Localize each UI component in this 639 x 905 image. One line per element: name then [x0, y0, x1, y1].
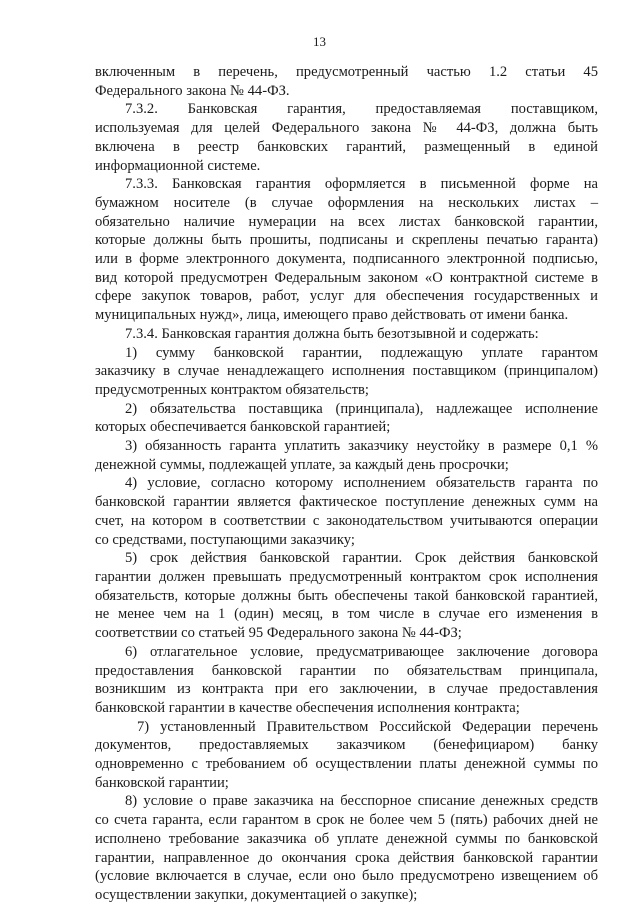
text-line: 4) условие, согласно которому исполнением обязательств гаранта по: [125, 475, 598, 492]
text-line: счет, на котором в соответствии с законодательством учитываются операции: [95, 512, 598, 529]
text-line: документов, предоставляемых заказчиком (бенефициаром) банку: [95, 737, 598, 754]
text-line: банковской гарантии является фактическое поступление денежных сумм на: [95, 494, 598, 511]
text-line: 8) условие о праве заказчика на бесспорное списание денежных средств: [125, 793, 598, 810]
text-line: (условие включается в случае, если оно было предусмотрено извещением об: [95, 868, 598, 885]
text-line: банковской гарантии;: [95, 774, 229, 791]
text-line: возникшим из контракта при его заключении, в случае предоставления: [95, 681, 598, 698]
paragraph: [95, 437, 598, 474]
text-line: обязательств, которые должны быть обеспечены такой банковской гарантией,: [95, 587, 598, 604]
text-line: или в форме электронного документа, подписанного электронной подписью,: [95, 251, 598, 268]
text-line: 6) отлагательное условие, предусматривающее заключение договора: [125, 643, 598, 660]
text-line: обязательно наличие нумерации на всех листах банковской гарантии,: [95, 213, 598, 230]
paragraph: [95, 792, 598, 904]
document-body: [95, 63, 598, 905]
text-line: предусмотренных контрактом обязательств;: [95, 381, 369, 398]
paragraph: [95, 643, 598, 718]
text-line: 7.3.2. Банковская гарантия, предоставляемая поставщиком,: [125, 101, 598, 118]
text-line: муниципальных нужд», лица, имеющего право действовать от имени банка.: [95, 307, 569, 324]
text-line: включенным в перечень, предусмотренный частью 1.2 статьи 45: [95, 64, 598, 80]
text-line: включена в реестр банковских гарантий, размещенный в единой: [95, 138, 598, 155]
paragraph: [95, 474, 598, 549]
text-line: которых обеспечивается банковской гарантией;: [95, 419, 391, 436]
text-line: денежной суммы, подлежащей уплате, за каждый день просрочки;: [95, 456, 509, 473]
text-line: бумажном носителе (в случае оформления на нескольких листах –: [95, 194, 598, 211]
text-line: используемая для целей Федерального закона № 44-ФЗ, должна быть: [95, 120, 598, 137]
text-line: 5) срок действия банковской гарантии. Срок действия банковской: [125, 550, 598, 567]
text-line: заказчику в случае ненадлежащего исполнения поставщиком (принципалом): [95, 363, 598, 380]
text-line: сфере закупок товаров, работ, услуг для обеспечения государственных и: [95, 288, 598, 305]
text-line: одновременно с требованием об осуществлении платы денежной суммы по: [95, 756, 598, 773]
paragraph: [95, 718, 598, 793]
text-line: предоставления банковской гарантии по обязательствам принципала,: [95, 662, 598, 679]
text-line: 7.3.3. Банковская гарантия оформляется в письменной форме на: [125, 176, 598, 193]
text-line: 7.3.4. Банковская гарантия должна быть безотзывной и содержать:: [125, 325, 539, 342]
paragraph: [95, 100, 598, 175]
paragraph: [95, 549, 598, 643]
text-line: 1) сумму банковской гарантии, подлежащую уплате гарантом: [125, 344, 598, 361]
text-line: не менее чем на 1 (один) месяц, в том числе в случае его изменения в: [95, 606, 598, 623]
text-line: гарантии должен превышать предусмотренный контрактом срок исполнения: [95, 568, 598, 585]
text-line: 7) установленный Правительством Российской Федерации перечень: [137, 718, 598, 735]
text-line: банковской гарантии в качестве обеспечения исполнения контракта;: [95, 699, 520, 716]
paragraph: [95, 344, 598, 400]
text-line: со счета гаранта, если гарантом в срок не более чем 5 (пять) рабочих дней не: [95, 812, 598, 829]
text-line: 3) обязанность гаранта уплатить заказчику неустойку в размере 0,1 %: [125, 438, 598, 455]
page-number: 13: [313, 34, 326, 49]
text-line: информационной системе.: [95, 157, 261, 174]
text-line: исполнено требование заказчика об уплате денежной суммы по банковской: [95, 830, 598, 847]
paragraph: [95, 175, 598, 325]
text-line: гарантии, направленное до окончания срока действия банковской гарантии: [95, 849, 598, 866]
paragraph: [95, 325, 598, 344]
paragraph: [95, 63, 598, 100]
text-line: со средствами, поступающими заказчику;: [95, 531, 355, 548]
text-line: 2) обязательства поставщика (принципала), надлежащее исполнение: [125, 400, 598, 417]
text-line: осуществлении закупки, документацией о закупке);: [95, 886, 418, 903]
text-line: которые должны быть прошиты, подписаны и скреплены печатью гаранта): [95, 232, 598, 249]
paragraph: [95, 400, 598, 437]
text-line: соответствии со статьей 95 Федерального закона № 44-ФЗ;: [95, 625, 462, 642]
text-line: Федерального закона № 44-ФЗ.: [95, 82, 290, 99]
text-line: вид которой предусмотрен Федеральным законом «О контрактной системе в: [95, 269, 598, 286]
